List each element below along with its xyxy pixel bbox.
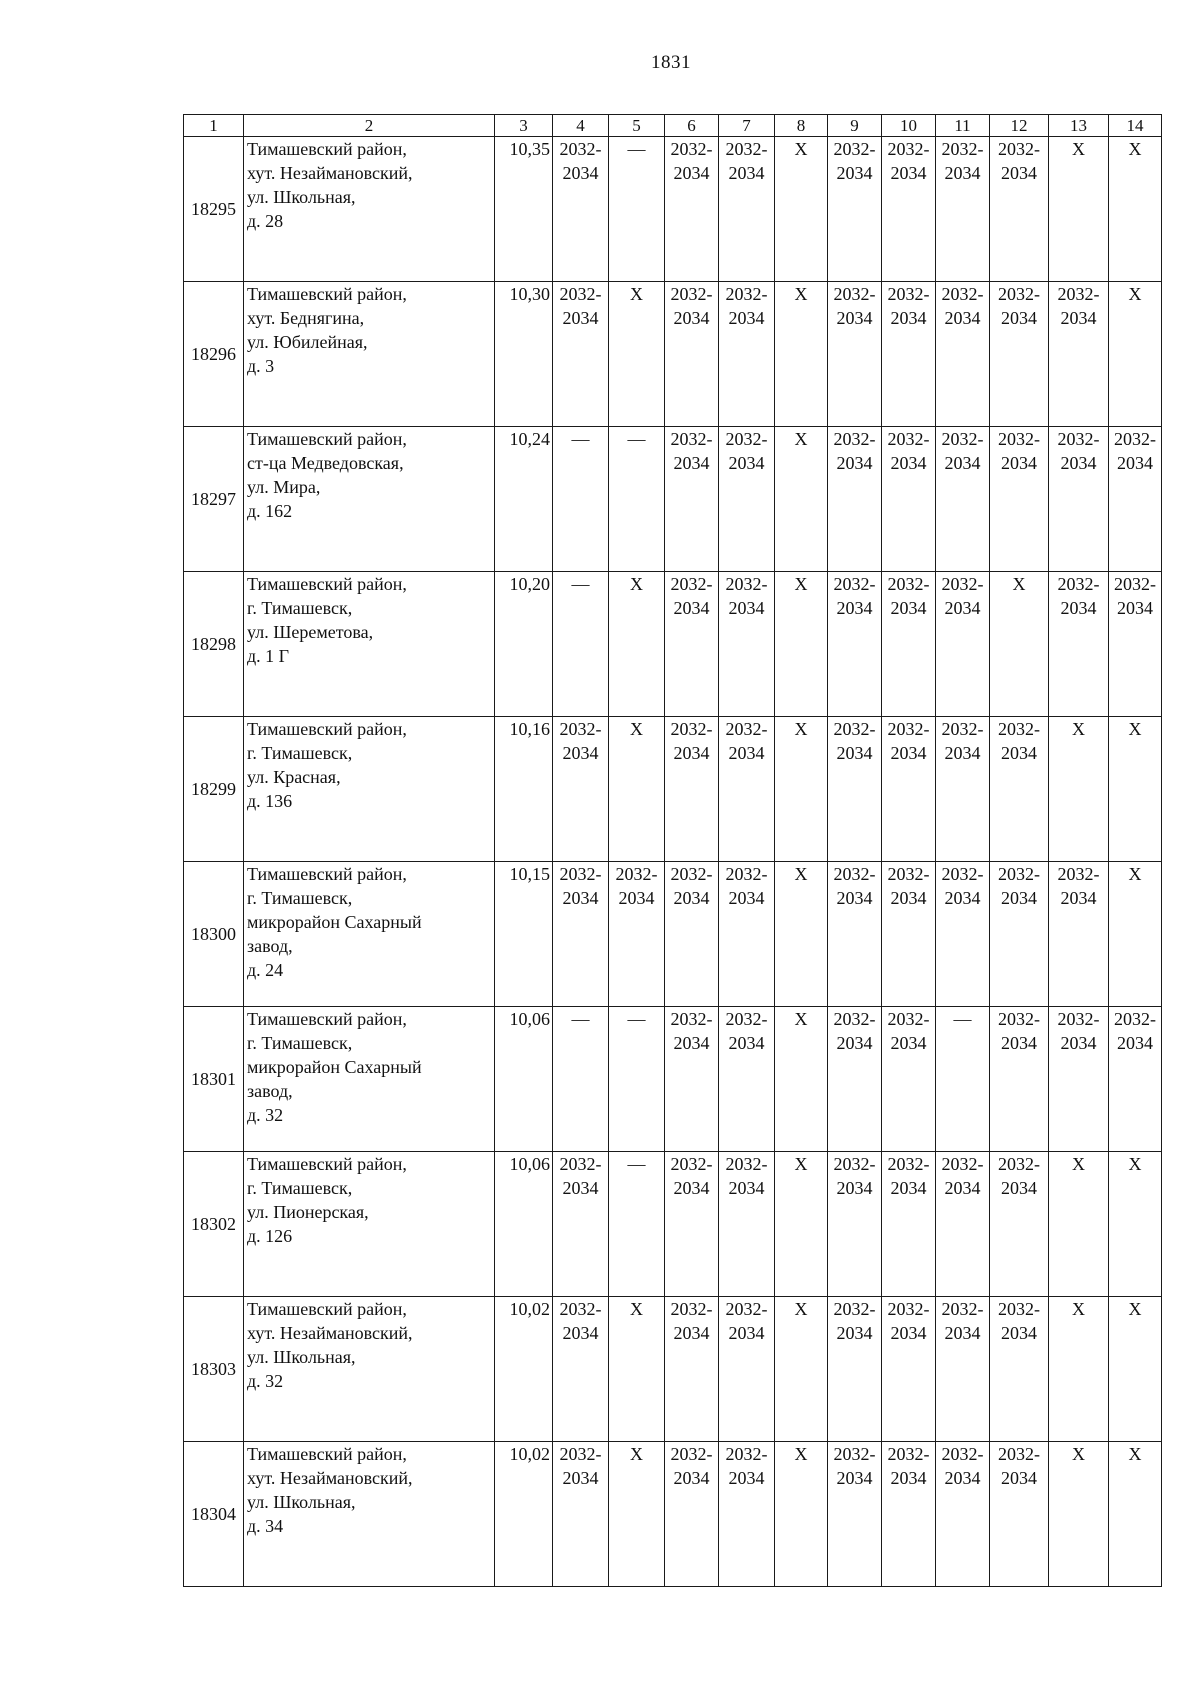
value-cell: X [1109, 137, 1162, 282]
table-row [184, 572, 1162, 717]
address-line: ул. Школьная, [247, 1347, 356, 1367]
address-line: д. 126 [247, 1226, 293, 1246]
address-cell [244, 1007, 495, 1152]
value-cell: 2032- 2034 [719, 1007, 775, 1152]
value-cell: 2032- 2034 [828, 427, 882, 572]
column-header: 5 [609, 115, 665, 137]
value-cell: 2032- 2034 [553, 1152, 609, 1297]
address-line: ул. Школьная, [247, 1492, 356, 1512]
area-cell: 10,06 [495, 1152, 553, 1297]
value-cell: 2032- 2034 [553, 717, 609, 862]
row-number: 18301 [184, 1007, 244, 1152]
value-cell: 2032- 2034 [882, 717, 936, 862]
value-cell: 2032- 2034 [828, 1007, 882, 1152]
column-header: 7 [719, 115, 775, 137]
value-cell: — [936, 1007, 990, 1152]
value-cell: X [609, 282, 665, 427]
value-cell: — [553, 1007, 609, 1152]
table-row [184, 137, 1162, 282]
value-cell: 2032- 2034 [665, 1152, 719, 1297]
column-header: 14 [1109, 115, 1162, 137]
column-header: 12 [990, 115, 1049, 137]
row-number: 18298 [184, 572, 244, 717]
address-line: Тимашевский район, [247, 1154, 407, 1174]
value-cell: 2032- 2034 [665, 427, 719, 572]
value-cell: 2032- 2034 [1049, 862, 1109, 1007]
area-cell: 10,02 [495, 1442, 553, 1587]
value-cell: 2032- 2034 [882, 572, 936, 717]
address-line: ул. Красная, [247, 767, 341, 787]
value-cell: 2032- 2034 [665, 1442, 719, 1587]
address-line: хут. Незаймановский, [247, 1468, 413, 1488]
value-cell: 2032- 2034 [882, 1297, 936, 1442]
value-cell: — [609, 137, 665, 282]
table-row [184, 427, 1162, 572]
address-cell [244, 137, 495, 282]
value-cell: X [775, 1442, 828, 1587]
row-number: 18296 [184, 282, 244, 427]
column-header: 8 [775, 115, 828, 137]
value-cell: 2032- 2034 [553, 1297, 609, 1442]
page-number: 1831 [651, 52, 691, 73]
area-cell: 10,02 [495, 1297, 553, 1442]
address-line: д. 32 [247, 1105, 284, 1125]
registry-table [183, 114, 1162, 1587]
address-cell [244, 717, 495, 862]
value-cell: 2032- 2034 [609, 862, 665, 1007]
area-cell: 10,16 [495, 717, 553, 862]
value-cell: 2032- 2034 [1049, 427, 1109, 572]
value-cell: 2032- 2034 [1109, 1007, 1162, 1152]
value-cell: — [609, 1152, 665, 1297]
value-cell: 2032- 2034 [719, 572, 775, 717]
table-body [184, 115, 1162, 1587]
value-cell: 2032- 2034 [665, 1297, 719, 1442]
column-header: 3 [495, 115, 553, 137]
row-number: 18297 [184, 427, 244, 572]
area-cell: 10,06 [495, 1007, 553, 1152]
address-line: д. 1 Г [247, 646, 290, 666]
value-cell: — [553, 427, 609, 572]
value-cell: 2032- 2034 [1049, 282, 1109, 427]
table-row [184, 1297, 1162, 1442]
value-cell: 2032- 2034 [665, 1007, 719, 1152]
address-line: Тимашевский район, [247, 1299, 407, 1319]
address-cell [244, 1442, 495, 1587]
value-cell: 2032- 2034 [882, 1152, 936, 1297]
value-cell: 2032- 2034 [936, 1442, 990, 1587]
address-line: Тимашевский район, [247, 284, 407, 304]
address-line: г. Тимашевск, [247, 888, 353, 908]
value-cell: — [609, 1007, 665, 1152]
value-cell: 2032- 2034 [719, 427, 775, 572]
value-cell: 2032- 2034 [553, 137, 609, 282]
area-cell: 10,20 [495, 572, 553, 717]
value-cell: 2032- 2034 [936, 137, 990, 282]
address-line: ул. Пионерская, [247, 1202, 369, 1222]
value-cell: 2032- 2034 [665, 282, 719, 427]
address-line: хут. Незаймановский, [247, 1323, 413, 1343]
address-line: д. 136 [247, 791, 293, 811]
value-cell: X [1109, 1297, 1162, 1442]
address-line: ул. Мира, [247, 477, 321, 497]
value-cell: X [775, 1297, 828, 1442]
address-line: д. 34 [247, 1516, 284, 1536]
address-line: г. Тимашевск, [247, 1033, 353, 1053]
value-cell: 2032- 2034 [1049, 1007, 1109, 1152]
value-cell: X [775, 717, 828, 862]
address-cell [244, 862, 495, 1007]
value-cell: 2032- 2034 [828, 717, 882, 862]
address-line: Тимашевский район, [247, 719, 407, 739]
value-cell: 2032- 2034 [936, 282, 990, 427]
value-cell: X [1049, 717, 1109, 862]
address-line: ул. Школьная, [247, 187, 356, 207]
value-cell: X [1109, 1442, 1162, 1587]
value-cell: X [990, 572, 1049, 717]
address-line: Тимашевский район, [247, 1009, 407, 1029]
row-number: 18302 [184, 1152, 244, 1297]
address-cell [244, 572, 495, 717]
address-line: г. Тимашевск, [247, 743, 353, 763]
area-cell: 10,35 [495, 137, 553, 282]
address-cell [244, 1152, 495, 1297]
column-header: 2 [244, 115, 495, 137]
value-cell: 2032- 2034 [719, 1442, 775, 1587]
value-cell: X [775, 862, 828, 1007]
address-line: ул. Шереметова, [247, 622, 374, 642]
table-row [184, 862, 1162, 1007]
value-cell: 2032- 2034 [828, 572, 882, 717]
address-cell [244, 427, 495, 572]
area-cell: 10,24 [495, 427, 553, 572]
address-cell [244, 1297, 495, 1442]
value-cell: 2032- 2034 [1109, 427, 1162, 572]
value-cell: 2032- 2034 [553, 862, 609, 1007]
value-cell: 2032- 2034 [882, 1442, 936, 1587]
address-line: завод, [247, 1081, 293, 1101]
address-line: д. 28 [247, 211, 284, 231]
value-cell: 2032- 2034 [936, 1152, 990, 1297]
column-header: 13 [1049, 115, 1109, 137]
value-cell: X [609, 1442, 665, 1587]
value-cell: 2032- 2034 [719, 1297, 775, 1442]
value-cell: 2032- 2034 [990, 717, 1049, 862]
value-cell: X [1109, 862, 1162, 1007]
column-header: 6 [665, 115, 719, 137]
row-number: 18304 [184, 1442, 244, 1587]
value-cell: 2032- 2034 [990, 862, 1049, 1007]
value-cell: 2032- 2034 [936, 862, 990, 1007]
value-cell: 2032- 2034 [990, 282, 1049, 427]
table-row [184, 1007, 1162, 1152]
value-cell: X [1049, 1297, 1109, 1442]
address-line: хут. Незаймановский, [247, 163, 413, 183]
value-cell: 2032- 2034 [1109, 572, 1162, 717]
row-number: 18303 [184, 1297, 244, 1442]
table-row [184, 282, 1162, 427]
address-cell [244, 282, 495, 427]
value-cell: 2032- 2034 [665, 862, 719, 1007]
value-cell: 2032- 2034 [882, 862, 936, 1007]
value-cell: X [609, 572, 665, 717]
value-cell: X [1049, 137, 1109, 282]
value-cell: X [1109, 282, 1162, 427]
value-cell: X [775, 572, 828, 717]
value-cell: 2032- 2034 [882, 427, 936, 572]
address-line: Тимашевский район, [247, 1444, 407, 1464]
value-cell: — [609, 427, 665, 572]
value-cell: — [553, 572, 609, 717]
value-cell: 2032- 2034 [828, 137, 882, 282]
address-line: Тимашевский район, [247, 574, 407, 594]
address-line: г. Тимашевск, [247, 1178, 353, 1198]
value-cell: 2032- 2034 [936, 1297, 990, 1442]
value-cell: X [775, 282, 828, 427]
address-line: д. 3 [247, 356, 275, 376]
value-cell: 2032- 2034 [990, 1442, 1049, 1587]
table-row [184, 717, 1162, 862]
value-cell: X [775, 137, 828, 282]
value-cell: 2032- 2034 [828, 282, 882, 427]
value-cell: 2032- 2034 [719, 282, 775, 427]
table-row [184, 1152, 1162, 1297]
table-row [184, 1442, 1162, 1587]
value-cell: 2032- 2034 [665, 572, 719, 717]
value-cell: X [1109, 717, 1162, 862]
value-cell: 2032- 2034 [553, 282, 609, 427]
value-cell: 2032- 2034 [936, 717, 990, 862]
area-cell: 10,15 [495, 862, 553, 1007]
address-line: Тимашевский район, [247, 429, 407, 449]
value-cell: 2032- 2034 [665, 717, 719, 862]
address-line: ул. Юбилейная, [247, 332, 368, 352]
value-cell: 2032- 2034 [719, 862, 775, 1007]
value-cell: 2032- 2034 [882, 137, 936, 282]
address-line: микрорайон Сахарный [247, 912, 422, 932]
value-cell: X [1049, 1152, 1109, 1297]
header-row [184, 115, 1162, 137]
row-number: 18295 [184, 137, 244, 282]
value-cell: 2032- 2034 [828, 1297, 882, 1442]
value-cell: X [1049, 1442, 1109, 1587]
area-cell: 10,30 [495, 282, 553, 427]
row-number: 18299 [184, 717, 244, 862]
value-cell: 2032- 2034 [990, 137, 1049, 282]
value-cell: X [609, 717, 665, 862]
value-cell: 2032- 2034 [719, 1152, 775, 1297]
value-cell: X [775, 427, 828, 572]
address-line: д. 24 [247, 960, 284, 980]
value-cell: 2032- 2034 [882, 1007, 936, 1152]
column-header: 9 [828, 115, 882, 137]
value-cell: 2032- 2034 [990, 427, 1049, 572]
value-cell: 2032- 2034 [936, 572, 990, 717]
address-line: ст-ца Медведовская, [247, 453, 404, 473]
address-line: Тимашевский район, [247, 864, 407, 884]
value-cell: 2032- 2034 [1049, 572, 1109, 717]
column-header: 1 [184, 115, 244, 137]
value-cell: X [775, 1007, 828, 1152]
value-cell: X [775, 1152, 828, 1297]
value-cell: 2032- 2034 [828, 1152, 882, 1297]
value-cell: 2032- 2034 [828, 862, 882, 1007]
value-cell: 2032- 2034 [665, 137, 719, 282]
address-line: завод, [247, 936, 293, 956]
value-cell: 2032- 2034 [882, 282, 936, 427]
value-cell: X [1109, 1152, 1162, 1297]
address-line: хут. Беднягина, [247, 308, 365, 328]
column-header: 11 [936, 115, 990, 137]
column-header: 10 [882, 115, 936, 137]
value-cell: 2032- 2034 [990, 1007, 1049, 1152]
column-header: 4 [553, 115, 609, 137]
address-line: д. 32 [247, 1371, 284, 1391]
value-cell: 2032- 2034 [828, 1442, 882, 1587]
address-line: д. 162 [247, 501, 293, 521]
value-cell: 2032- 2034 [936, 427, 990, 572]
value-cell: 2032- 2034 [990, 1152, 1049, 1297]
address-line: микрорайон Сахарный [247, 1057, 422, 1077]
row-number: 18300 [184, 862, 244, 1007]
value-cell: 2032- 2034 [719, 717, 775, 862]
address-line: Тимашевский район, [247, 139, 407, 159]
address-line: г. Тимашевск, [247, 598, 353, 618]
value-cell: 2032- 2034 [990, 1297, 1049, 1442]
value-cell: X [609, 1297, 665, 1442]
value-cell: 2032- 2034 [719, 137, 775, 282]
value-cell: 2032- 2034 [553, 1442, 609, 1587]
